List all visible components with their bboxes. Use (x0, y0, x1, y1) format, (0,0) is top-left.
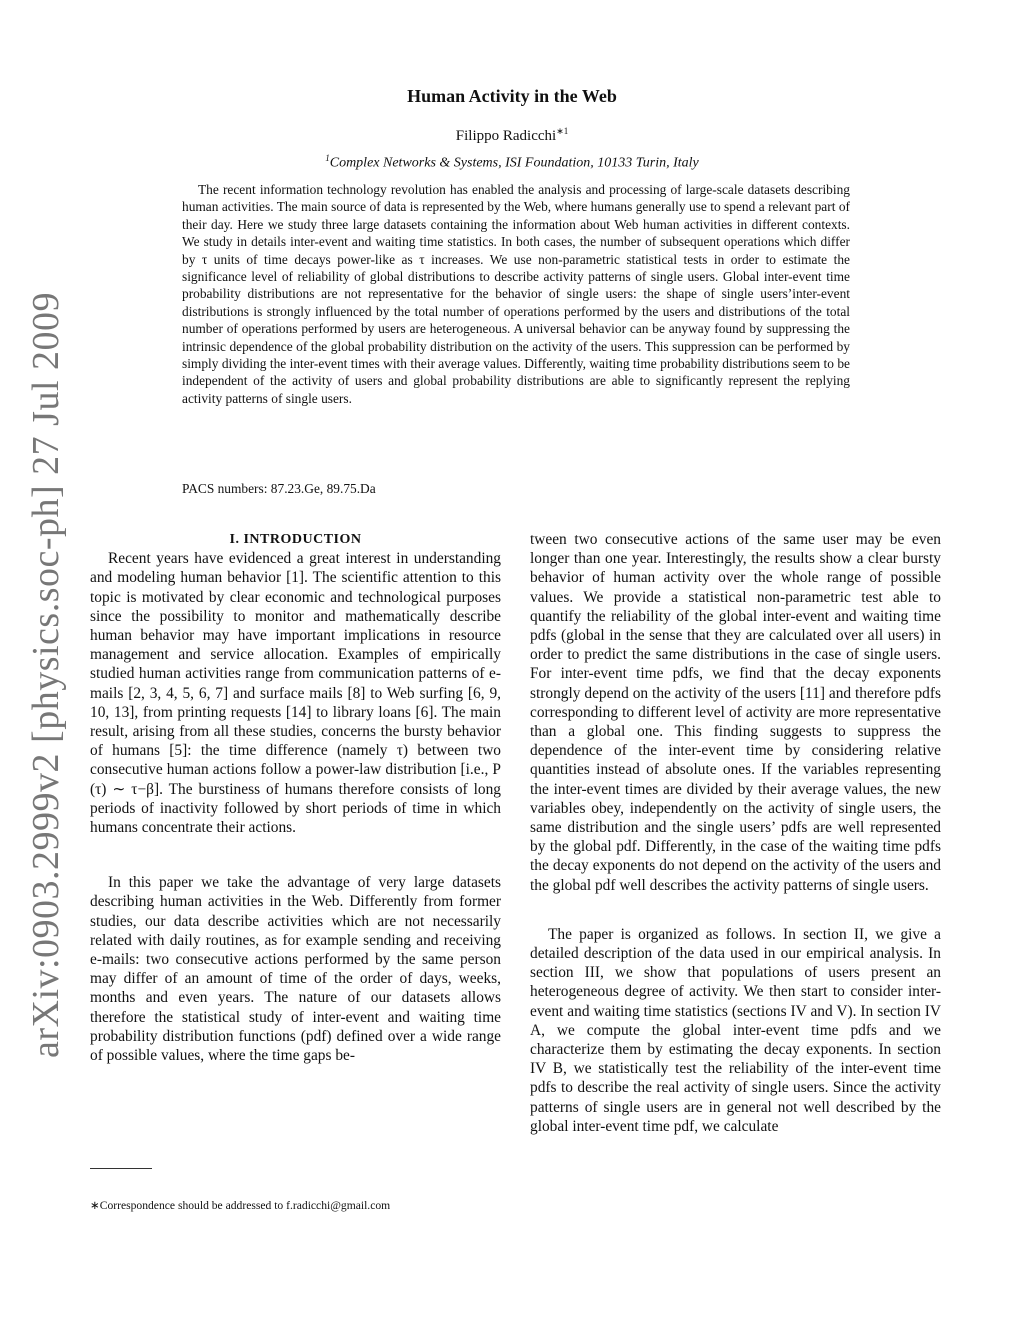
paper-title: Human Activity in the Web (407, 86, 617, 106)
pacs-numbers: PACS numbers: 87.23.Ge, 89.75.Da (182, 481, 376, 496)
author-line (0, 126, 1024, 145)
left-column (90, 530, 501, 1065)
section-heading: I. INTRODUCTION (229, 532, 362, 547)
affiliation-line (0, 153, 1024, 172)
affiliation-text: Complex Networks & Systems, ISI Foundation, 10133 Turin, Italy (329, 155, 699, 171)
footnote-rule (90, 1168, 152, 1169)
author-superscript: ∗1 (556, 126, 569, 136)
abstract: The recent information technology revolution has enabled the analysis and processing of large-scale datasets describing human activities. The main source of data is represented by the Web, where humans generally use to spend a relevant part of their day. Here we study three large datasets containing the information about Web human activities in different contexts. We study in details inter-event and waiting time statistics. In both cases, the number of subsequent operations which differ by τ units of time decays power-like as τ increases. We use non-parametric statistical tests in order to estimate the significance level of reliability of global distributions to describe activity patterns of single users. Global inter-event time probability distributions are not representative for the behavior of single users: the shape of single users’inter-event distributions is strongly influenced by the total number of operations performed by the users and distributions of the total number of operations performed by users are heterogeneous. A universal behavior can be anyway found by suppressing the intrinsic dependence of the global probability distribution on the activity of the users. This suppression can be performed by simply dividing the inter-event times with their average values. Differently, waiting time probability distributions seem to be independent of the activity of users and global probability distributions are able to significantly represent the replying activity patterns of single users. (182, 182, 850, 406)
footnote: ∗Correspondence should be addressed to f.radicchi@gmail.com (90, 1199, 391, 1212)
intro-paragraph-3: tween two consecutive actions of the same user may be even longer than one year. Interestingly, the results show a clear bursty behavior of human activity over the whole range of possible values. We provide a statistical non-parametric test able to quantify the reliability of the global inter-event and waiting time pdfs (global in the sense that they are calculated over all users) in order to predict the same distributions in the case of single users. For inter-event time pdfs, we find that the decay exponents strongly depend on the activity of the users [11] and therefore pdfs corresponding to different level of activity are more representative than a global one. This finding suggests to suppress the dependence of the inter-event time by considering relative quantities instead of absolute ones. If the variables representing the inter-event times are divided by their average values, the new variables obey, independently on the activity of single users, the same distribution and the single users’ pdfs are well represented by the global pdf. Differently, in the case of the waiting time pdfs the decay exponents do not depend on the activity of the users and the global pdf well describes the activity patterns of single users. (530, 531, 941, 894)
right-column (530, 530, 941, 1136)
arxiv-stamp-text: arXiv:0903.2999v2 [physics.soc-ph] 27 Jul 2009 (25, 291, 68, 1059)
author-name: Filippo Radicchi (455, 128, 557, 144)
intro-paragraph-2: In this paper we take the advantage of very large datasets describing human activities in the Web. Differently from former studies, our data describe activities which are not necessarily related with daily routines, as for example sending and receiving e-mails: two consecutive actions performed by the same person may differ of an amount of time of the order of days, weeks, months and even years. The nature of our datasets allows therefore the statistical study of inter-event and waiting time probability distribution functions (pdf) defined over a wide range of possible values, where the time gaps be- (90, 874, 501, 1065)
affiliation-superscript: 1 (325, 153, 330, 163)
intro-paragraph-4: The paper is organized as follows. In section II, we give a detailed description of the data used in our empirical analysis. In section III, we show that populations of users present an heterogeneous degree of activity. We then start to consider inter-event and waiting time statistics (sections IV and V). In section IV A, we compute the global inter-event time pdfs and we characterize them by estimating the decay exponents. In section IV B, we statistically test the reliability of the inter-event time pdfs to describe the real activity of single users. Since the activity patterns of single users are in general not well described by the global inter-event time pdf, we calculate (530, 925, 941, 1135)
intro-paragraph-1: Recent years have evidenced a great interest in understanding and modeling human behavior [1]. The scientific attention to this topic is motivated by clear economic and technological purposes since the possibility to monitor and mathematically describe human behavior may have important implications in resource management and service allocation. Examples of empirically studied human activities range from communication patterns of e-mails [2, 3, 4, 5, 6, 7] and surface mails [8] to Web surfing [6, 9, 10, 13], from printing requests [14] to library loans [6]. The main result, arising from all these studies, concerns the bursty behavior of humans [5]: the time difference (namely τ) between two consecutive human actions follow a power-law distribution [i.e., P (τ) ∼ τ−β]. The burstiness of humans therefore consists of long periods of inactivity followed by short periods of time in which humans concentrate their actions. (90, 550, 501, 837)
arxiv-stamp (18, 291, 74, 1059)
